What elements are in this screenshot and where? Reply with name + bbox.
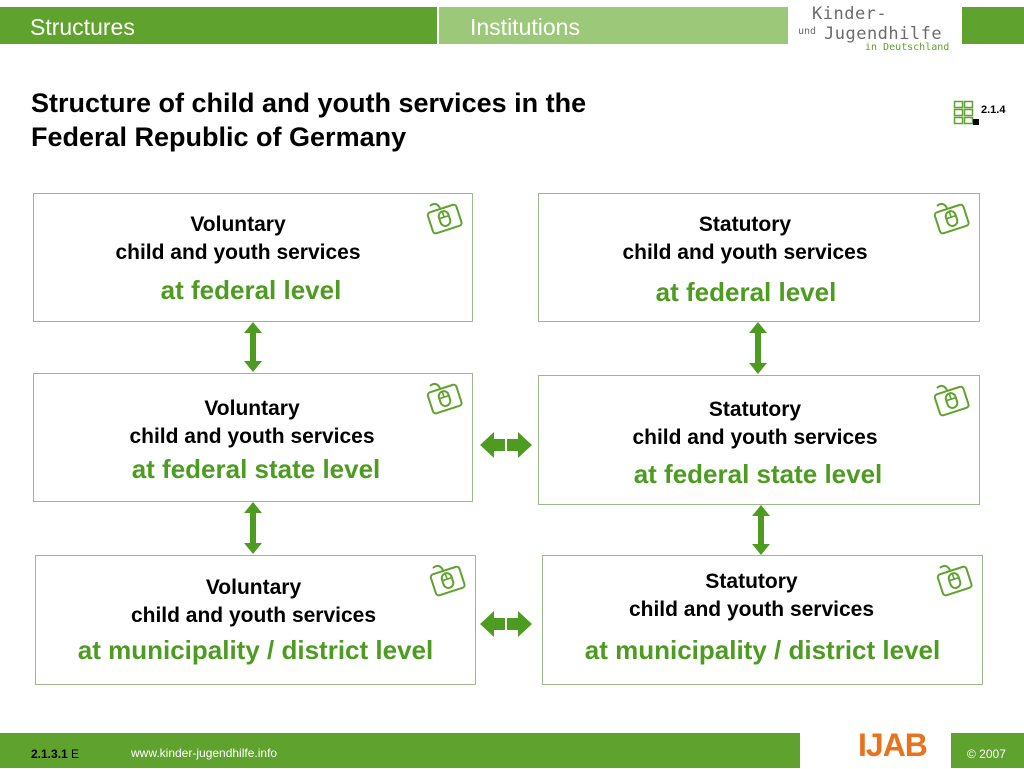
- footer-bar: [0, 733, 800, 768]
- mouse-icon[interactable]: [929, 380, 975, 420]
- footer-url-link[interactable]: www.kinder-jugendhilfe.info: [131, 746, 278, 760]
- box-statutory-state: [538, 375, 980, 505]
- box-line1: Voluntary: [190, 213, 286, 236]
- box-statutory-federal-text: [511, 211, 979, 267]
- box-voluntary-federal-level: [30, 273, 472, 307]
- page-title-line1: Structure of child and youth services in the: [31, 88, 587, 118]
- box-line1: Voluntary: [204, 397, 300, 420]
- box-voluntary-state-level: [40, 452, 472, 486]
- footer-copyright: © 2007: [967, 747, 1006, 761]
- box-line2: child and youth services: [622, 241, 868, 264]
- mouse-icon[interactable]: [932, 560, 978, 600]
- box-voluntary-federal: [33, 193, 473, 322]
- logo-line2: Jugendhilfe: [824, 24, 943, 44]
- box-line1: Statutory: [698, 213, 792, 236]
- logo-line3: in Deutschland: [865, 42, 950, 53]
- box-statutory-federal-level: [513, 275, 979, 309]
- box-line1: Voluntary: [205, 576, 302, 599]
- box-line3: at municipality / district level: [77, 635, 434, 665]
- logo-line1: Kinder-: [812, 4, 888, 24]
- box-statutory-municipality-level: [543, 633, 982, 667]
- box-line3: at municipality / district level: [584, 635, 941, 665]
- ijab-logo-text: IJAB: [858, 727, 927, 763]
- box-line2: child and youth services: [115, 241, 361, 264]
- box-line3: at federal state level: [633, 459, 883, 489]
- box-line1: Statutory: [705, 570, 798, 593]
- vertical-arrow-voluntary-state-municipality: [243, 502, 263, 554]
- footer-slide-code-number: 2.1.3.1: [31, 747, 68, 761]
- footer-slide-code-suffix: E: [67, 747, 80, 761]
- vertical-arrow-statutory-federal-state: [748, 322, 768, 374]
- header-bar-end: [962, 7, 1024, 44]
- box-statutory-federal: [538, 193, 980, 322]
- mouse-icon[interactable]: [929, 198, 975, 238]
- logo-line2-small: und: [798, 26, 817, 37]
- mouse-icon[interactable]: [425, 560, 471, 600]
- slide-reference[interactable]: [953, 100, 1023, 130]
- mouse-icon[interactable]: [422, 378, 468, 418]
- tab-institutions[interactable]: Institutions: [439, 7, 788, 44]
- ijab-logo: [858, 727, 927, 769]
- box-line3: at federal state level: [131, 454, 381, 484]
- box-line3: at federal level: [655, 277, 837, 307]
- kinder-jugendhilfe-logo: [792, 2, 962, 54]
- horizontal-arrow-municipality-level: [480, 609, 532, 639]
- box-statutory-municipality: [542, 555, 983, 685]
- box-line2: child and youth services: [632, 426, 878, 449]
- vertical-arrow-statutory-state-municipality: [751, 505, 771, 555]
- box-line1: Statutory: [708, 398, 802, 421]
- box-line2: child and youth services: [628, 598, 875, 621]
- box-line2: child and youth services: [129, 425, 375, 448]
- box-line2: child and youth services: [130, 604, 377, 627]
- box-voluntary-state: [33, 373, 473, 502]
- page-title: [31, 86, 751, 154]
- footer-slide-code: [31, 747, 79, 761]
- box-line3: at federal level: [160, 275, 342, 305]
- box-voluntary-municipality-level: [36, 633, 475, 667]
- page-title-line2: Federal Republic of Germany: [31, 122, 407, 152]
- box-voluntary-state-text: [32, 395, 472, 451]
- box-statutory-state-text: [531, 396, 979, 452]
- box-statutory-municipality-text: [521, 568, 982, 624]
- box-voluntary-municipality-text: [32, 574, 475, 630]
- header-bar: [0, 7, 788, 44]
- box-voluntary-municipality: [35, 555, 476, 685]
- slides-grid-icon: [953, 100, 979, 126]
- box-statutory-state-level: [537, 457, 979, 491]
- horizontal-arrow-state-level: [480, 430, 532, 460]
- box-voluntary-federal-text: [4, 211, 472, 267]
- slide-reference-number: 2.1.4: [981, 104, 1006, 116]
- vertical-arrow-voluntary-federal-state: [243, 322, 263, 372]
- mouse-icon[interactable]: [422, 198, 468, 238]
- tab-structures[interactable]: Structures: [0, 7, 437, 44]
